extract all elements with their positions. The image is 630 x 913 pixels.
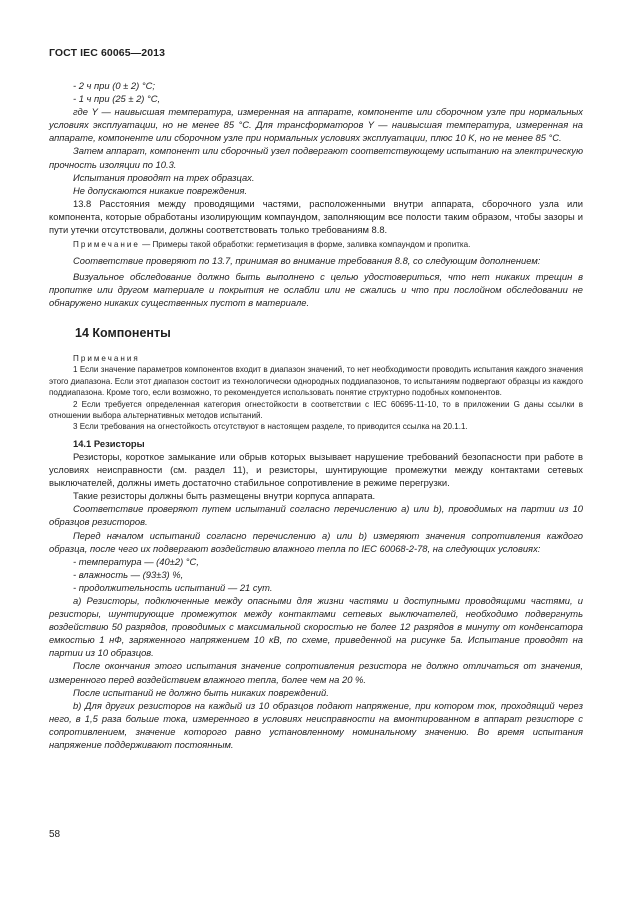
test-paragraph: Затем аппарат, компонент или сборочный узел подвергают соответствующему испытанию на электрическую прочность изоляции по 10.3. [49,145,583,170]
compliance-paragraph: Соответствие проверяют по 13.7, принимая во внимание требования 8.8, со следующим дополнением: [73,254,541,266]
test-paragraph: После окончания этого испытания значение сопротивления резистора не должно отличаться от значения, измеренного перед воздействием влажного тепла, более чем на 20 %. [49,660,583,685]
compliance-paragraph: Соответствие проверяют путем испытаний согласно перечислению a) или b), проводимых на партии из 10 образцов резисторов. [49,503,583,528]
inspection-paragraph: Визуальное обследование должно быть выполнено с целью удостовериться, что нет никаких трещин в пропитке или другом материале и покрытия не ослабли или не сжались и что при послойном обследовании не обнаружено никаких существенных пустот в материале. [49,270,583,308]
section-title: 14 Компоненты [75,325,171,340]
note-label: Примечание [73,240,140,250]
body-paragraph: Такие резисторы должны быть размещены внутри корпуса аппарата. [73,490,376,502]
note-item: 1 Если значение параметров компонентов входит в диапазон значений, то нет необходимости проводить испытания каждого значения этого диапазона. Если этот диапазон состоит из технологически однородных поддиапазонов, то испытаниям подвергают образцы из каждого поддиапазона. Кроме того, если возможно, то рекомендуется использовать понятие структурно подобных компонентов. [49,365,583,398]
subsection-title: 14.1 Резисторы [73,437,145,449]
note-text: — Примеры такой обработки: герметизация в форме, заливка компаундом и пропитка. [139,240,471,250]
note-paragraph [49,239,583,250]
document-header: ГОСТ IEC 60065—2013 [49,47,166,59]
condition-line: - 1 ч при (25 ± 2) °С, [73,93,161,105]
clause-paragraph: 13.8 Расстояния между проводящими частями, расположенными внутри аппарата, сборочного узла или компонента, которые обработаны изолирующим компаундом, заполняющим все полости таким образом, чтобы зазоры и пути утечки отсутствовали, должны соответствовать только требованиям 8.8. [49,197,583,236]
page-number: 58 [49,829,61,840]
condition-line: - 2 ч при (0 ± 2) °С; [73,80,155,91]
note-item: 3 Если требования на огнестойкость отсутствуют в настоящем разделе, то приводится ссылка на 20.1.1. [73,422,468,432]
test-paragraph: Испытания проводят на трех образцах. [73,171,255,183]
condition-line: - температура — (40±2) °С, [73,555,199,567]
condition-line: - продолжительность испытаний — 21 сут. [73,581,273,593]
test-paragraph: b) Для других резисторов на каждый из 10 образцов подают напряжение, при котором ток, проходящий через него, в 1,5 раза больше тока, измеренного в условиях неисправности на вмонтированном в аппарат резисторе с сопротивлением, значение которого равно установленному номинальному значению. Во время испытания напряжение поддерживают постоянным. [49,699,583,750]
note-item: 2 Если требуется определенная категория огнестойкости в соответствии с IEC 60695-11-10, то в приложении G даны ссылки в отношении выбора альтернативных методов испытаний. [49,399,583,421]
test-paragraph: Не допускаются никакие повреждения. [73,184,248,196]
definition-paragraph: где Y — наивысшая температура, измеренная на аппарате, компоненте или сборочном узле при нормальных условиях эксплуатации, но не менее 85 °С. Для трансформаторов Y — наивысшая температура, измеренная на аппарате, компоненте или сборочном узле при нормальных условиях эксплуатации, плюс 10 K, но не менее 85 °С. [49,106,583,144]
test-paragraph: Перед началом испытаний согласно перечислению a) или b) измеряют значения сопротивления каждого образца, после чего их подвергают воздействию влажного тепла по IEC 60068-2-78, на следующих условиях: [49,529,583,554]
test-paragraph: a) Резисторы, подключенные между опасными для жизни частями и доступными проводящими частями, и резисторы, шунтирующие промежуток между контактами сетевых выключателей, необходимо подвергнуть воздействию 50 разрядов, проводимых с максимальной скоростью не более 12 разрядов в минуту от конденсатора емкостью 1 нФ, заряженного напряжением 10 кВ, по схеме, приведенной на рисунке 5а. Испытание проводят на партии из 10 образцов. [49,594,583,659]
test-paragraph: После испытаний не должно быть никаких повреждений. [73,686,329,698]
notes-label: Примечания [73,354,140,363]
page-body [49,79,583,751]
body-paragraph: Резисторы, короткое замыкание или обрыв которых вызывает нарушение требований безопасности при работе в условиях неисправности (см. раздел 11), и резисторы, шунтирующие промежутки между контактами сетевых выключателей, должны иметь достаточно стабильное сопротивление в режиме перегрузки. [49,450,583,489]
condition-line: - влажность — (93±3) %, [73,568,184,580]
